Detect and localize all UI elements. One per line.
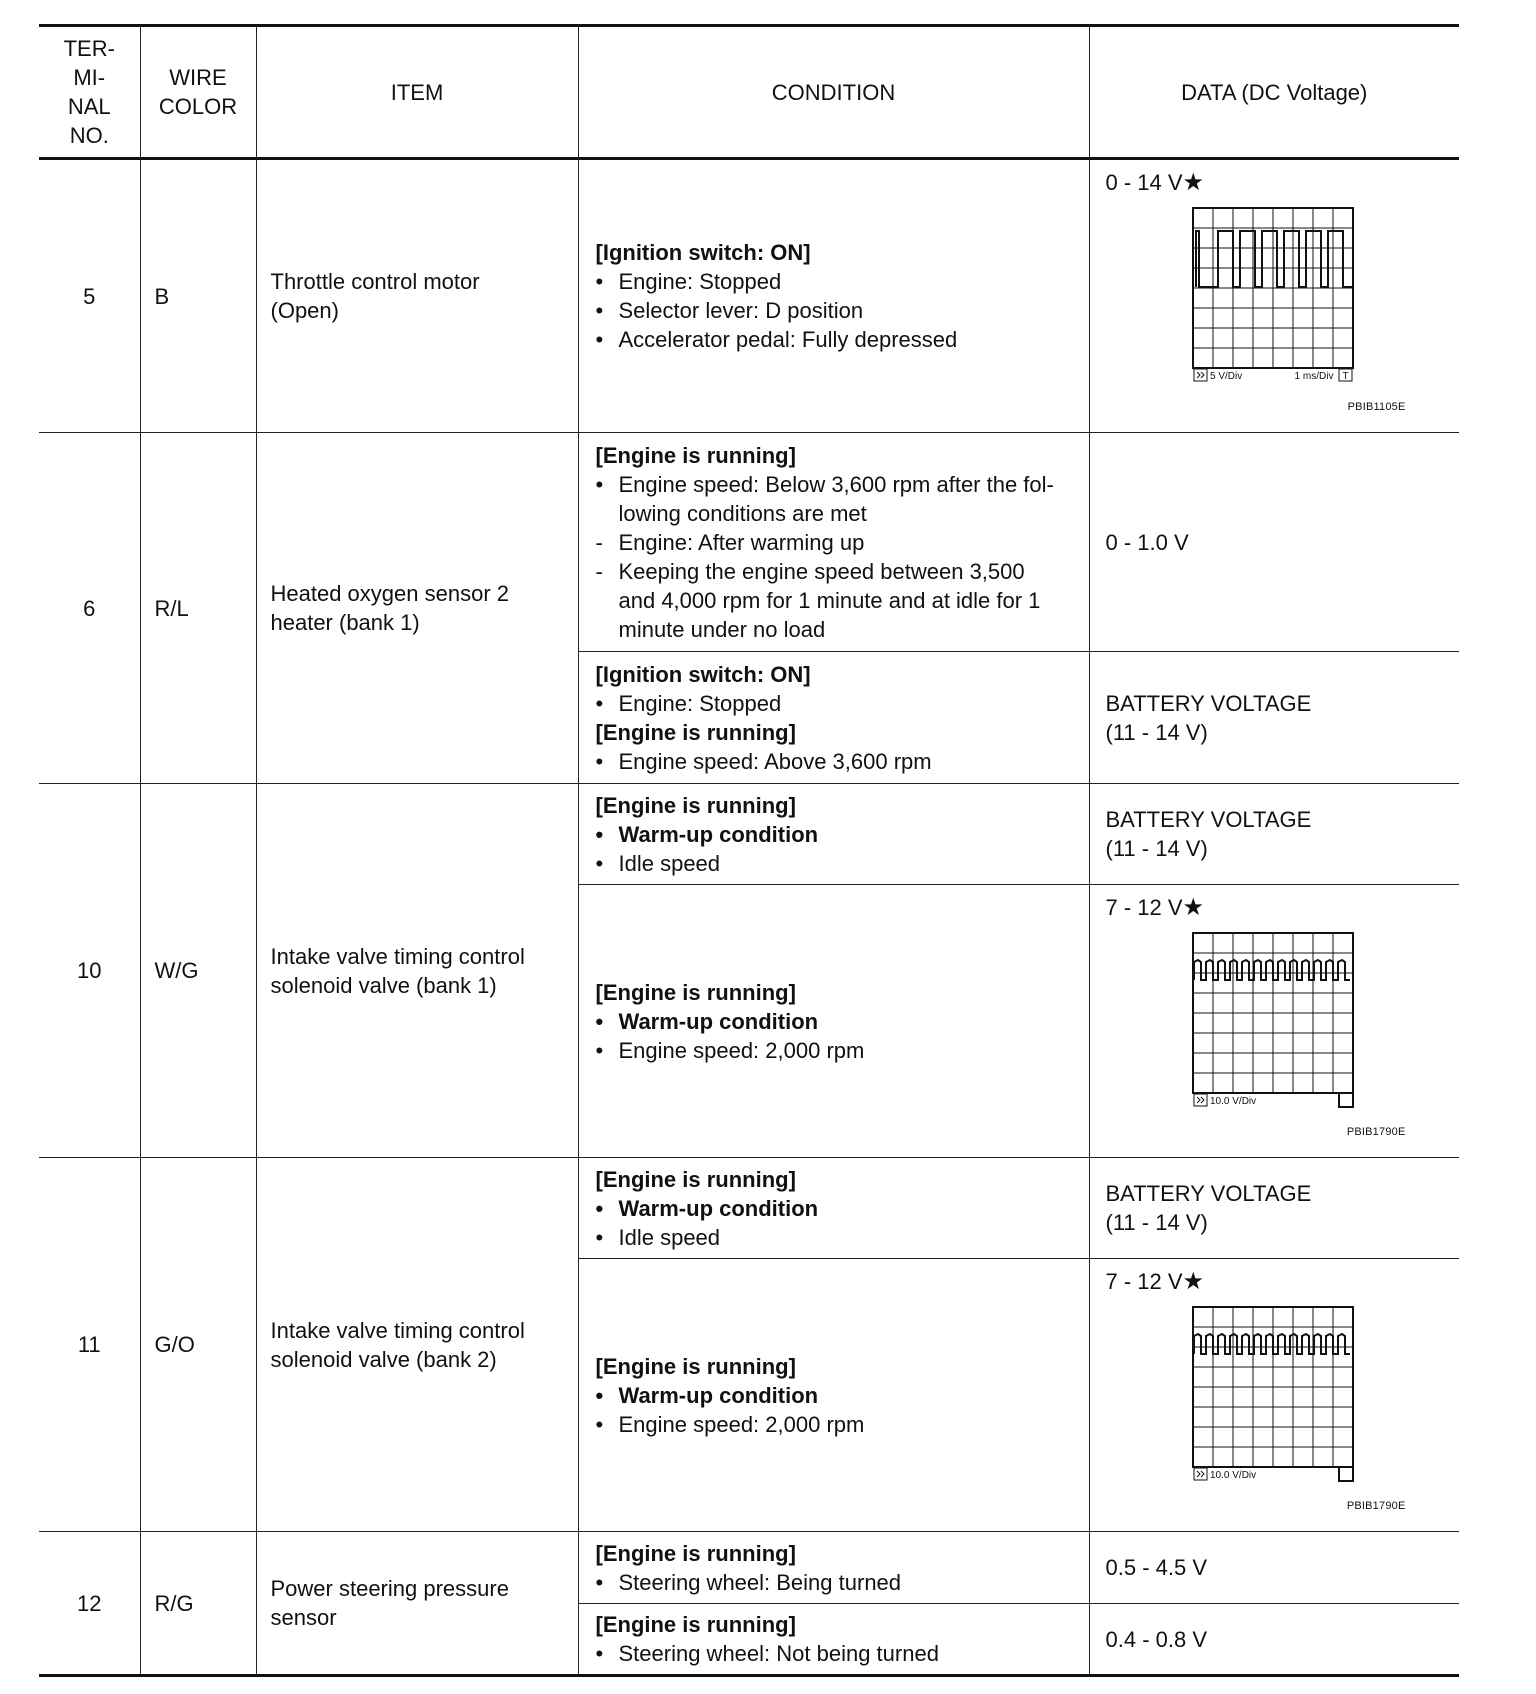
voltage-text: BATTERY VOLTAGE (11 - 14 V) (1105, 1181, 1312, 1235)
oscilloscope-graph (1192, 932, 1394, 1112)
terminal-number: 6 (39, 433, 140, 784)
voltage-value (1106, 1179, 1446, 1237)
condition-line (596, 528, 1075, 557)
header-row (39, 26, 1459, 159)
condition-line (596, 1223, 1075, 1252)
terminal-number: 12 (39, 1532, 140, 1676)
oscilloscope-figure (1192, 932, 1406, 1147)
voltage-value (1106, 893, 1446, 922)
item-name: Intake valve timing control solenoid valve (bank 1) (256, 784, 578, 1158)
voltage-text: BATTERY VOLTAGE (11 - 14 V) (1105, 807, 1312, 861)
header-wire-color: WIRE COLOR (140, 26, 256, 159)
scope-vdiv-label: 5 V/Div (1209, 371, 1242, 382)
data-cell (1089, 1259, 1459, 1532)
data-cell (1089, 1532, 1459, 1604)
condition-line (596, 296, 1075, 325)
oscilloscope-figure (1192, 1306, 1406, 1521)
condition-line (596, 1639, 1075, 1668)
voltage-value (1106, 1267, 1446, 1296)
condition-line (596, 325, 1075, 354)
star-icon: ★ (1182, 169, 1205, 196)
bullet-mark: • (595, 1382, 604, 1408)
condition-cell (578, 652, 1089, 784)
condition-cell (578, 1158, 1089, 1259)
condition-cell (578, 885, 1089, 1158)
condition-heading: [Engine is running] (595, 1166, 796, 1192)
waveform-trace (1196, 231, 1352, 287)
condition-heading: [Ignition switch: ON] (595, 661, 811, 687)
wire-color: R/G (140, 1532, 256, 1676)
voltage-text: 7 - 12 V (1105, 1269, 1183, 1294)
bullet-mark: • (595, 327, 604, 352)
data-cell (1089, 1604, 1459, 1676)
wire-color: G/O (140, 1158, 256, 1532)
condition-heading: [Ignition switch: ON] (595, 240, 811, 265)
condition-text: Warm-up condition (618, 821, 819, 847)
voltage-value (1106, 1625, 1446, 1654)
condition-line (596, 470, 1075, 528)
voltage-value (1106, 528, 1446, 557)
waveform-trace (1194, 1334, 1350, 1354)
voltage-value (1106, 168, 1446, 197)
condition-heading: [Engine is running] (595, 442, 796, 468)
bullet-mark: • (595, 748, 604, 774)
condition-heading: [Engine is running] (595, 1612, 796, 1637)
condition-line (596, 849, 1075, 878)
condition-line (596, 557, 1075, 644)
header-terminal: TER- MI- NAL NO. (39, 26, 140, 159)
terminal-data-table (39, 24, 1459, 1677)
bullet-mark: • (595, 1224, 604, 1250)
condition-text: Idle speed (618, 1224, 721, 1250)
condition-line (596, 1194, 1075, 1223)
condition-text: Selector lever: D position (618, 298, 864, 323)
terminal-number: 11 (39, 1158, 140, 1532)
terminal-number: 5 (39, 159, 140, 433)
table-row (39, 1532, 1459, 1604)
condition-text: Steering wheel: Not being turned (618, 1641, 939, 1666)
table-row (39, 433, 1459, 652)
bullet-mark: • (595, 690, 604, 716)
item-name: Heated oxygen sensor 2 heater (bank 1) (256, 433, 578, 784)
waveform-trace (1194, 960, 1350, 980)
condition-line (596, 267, 1075, 296)
voltage-value (1106, 805, 1446, 863)
condition-text: Accelerator pedal: Fully depressed (618, 327, 958, 352)
condition-heading: [Engine is running] (595, 719, 796, 745)
condition-heading: [Engine is running] (595, 792, 796, 818)
data-cell (1089, 1158, 1459, 1259)
bullet-mark: - (595, 558, 603, 584)
star-icon: ★ (1182, 1268, 1205, 1295)
scope-trigger-label: T (1341, 371, 1349, 382)
condition-text: Keeping the engine speed between 3,500 and 4,000 rpm for 1 minute and at idle for 1 minute under no load (618, 558, 1041, 642)
condition-line (596, 1568, 1075, 1597)
figure-code: PBIB1105E (1347, 401, 1406, 413)
condition-heading: [Engine is running] (595, 1353, 796, 1379)
data-cell (1089, 159, 1459, 433)
condition-text: Idle speed (618, 850, 721, 876)
voltage-text: BATTERY VOLTAGE (11 - 14 V) (1105, 690, 1312, 745)
condition-text: Engine: Stopped (618, 269, 782, 294)
item-name: Intake valve timing control solenoid valve (bank 2) (256, 1158, 578, 1532)
condition-text: Engine speed: Below 3,600 rpm after the fol- lowing conditions are met (618, 471, 1054, 526)
bullet-mark: • (595, 298, 604, 323)
condition-line (596, 747, 1075, 776)
scope-timediv-label: 1 ms/Div (1294, 371, 1333, 382)
condition-line (596, 820, 1075, 849)
condition-line (596, 1410, 1075, 1439)
scope-corner-box (1339, 1467, 1353, 1481)
bullet-mark: • (595, 821, 604, 847)
table-row (39, 1158, 1459, 1259)
voltage-text: 7 - 12 V (1105, 895, 1183, 920)
star-icon: ★ (1182, 894, 1205, 921)
bullet-mark: • (595, 1569, 604, 1595)
condition-cell (578, 1259, 1089, 1532)
figure-code: PBIB1790E (1346, 1126, 1406, 1138)
data-cell (1089, 784, 1459, 885)
condition-line (596, 689, 1075, 718)
data-cell (1089, 652, 1459, 784)
condition-text: Engine speed: 2,000 rpm (618, 1037, 865, 1063)
table-row (39, 159, 1459, 433)
data-cell (1089, 885, 1459, 1158)
terminal-number: 10 (39, 784, 140, 1158)
condition-line (596, 1381, 1075, 1410)
bullet-mark: • (595, 1411, 604, 1437)
bullet-mark: • (595, 1641, 604, 1666)
condition-heading: [Engine is running] (595, 979, 796, 1005)
condition-text: Engine: After warming up (618, 529, 865, 555)
bullet-mark: • (595, 850, 604, 876)
item-name: Throttle control motor (Open) (256, 159, 578, 433)
condition-cell (578, 1532, 1089, 1604)
item-name: Power steering pressure sensor (256, 1532, 578, 1676)
voltage-text: 0 - 14 V (1105, 170, 1183, 195)
header-item: ITEM (256, 26, 578, 159)
voltage-text: 0 - 1.0 V (1105, 529, 1189, 555)
condition-text: Warm-up condition (618, 1008, 819, 1034)
condition-text: Engine speed: Above 3,600 rpm (618, 748, 932, 774)
scope-vdiv-label: 10.0 V/Div (1209, 1096, 1256, 1107)
condition-text: Steering wheel: Being turned (618, 1569, 902, 1595)
table-body (39, 159, 1459, 1676)
oscilloscope-graph (1192, 207, 1394, 387)
data-cell (1089, 433, 1459, 652)
condition-cell (578, 1604, 1089, 1676)
wire-color: R/L (140, 433, 256, 784)
oscilloscope-graph (1192, 1306, 1394, 1486)
wire-color: B (140, 159, 256, 433)
condition-line (596, 1007, 1075, 1036)
bullet-mark: • (595, 1037, 604, 1063)
header-condition: CONDITION (578, 26, 1089, 159)
condition-cell (578, 433, 1089, 652)
scope-vdiv-label: 10.0 V/Div (1209, 1470, 1256, 1481)
bullet-mark: - (595, 529, 603, 555)
condition-heading: [Engine is running] (595, 1540, 796, 1566)
voltage-text: 0.5 - 4.5 V (1105, 1555, 1208, 1580)
scope-corner-box (1339, 1093, 1353, 1107)
figure-code: PBIB1790E (1346, 1500, 1406, 1512)
table-row (39, 784, 1459, 885)
condition-line (596, 1036, 1075, 1065)
condition-text: Engine speed: 2,000 rpm (618, 1411, 865, 1437)
bullet-mark: • (595, 471, 604, 497)
condition-cell (578, 784, 1089, 885)
voltage-value (1106, 689, 1446, 747)
condition-text: Engine: Stopped (618, 690, 782, 716)
voltage-value (1106, 1553, 1446, 1582)
condition-cell (578, 159, 1089, 433)
voltage-text: 0.4 - 0.8 V (1105, 1626, 1208, 1652)
oscilloscope-figure (1192, 207, 1406, 422)
wire-color: W/G (140, 784, 256, 1158)
condition-text: Warm-up condition (618, 1382, 819, 1408)
header-data: DATA (DC Voltage) (1089, 26, 1459, 159)
condition-text: Warm-up condition (618, 1195, 819, 1221)
bullet-mark: • (595, 1195, 604, 1221)
bullet-mark: • (595, 1008, 604, 1034)
bullet-mark: • (595, 269, 604, 294)
